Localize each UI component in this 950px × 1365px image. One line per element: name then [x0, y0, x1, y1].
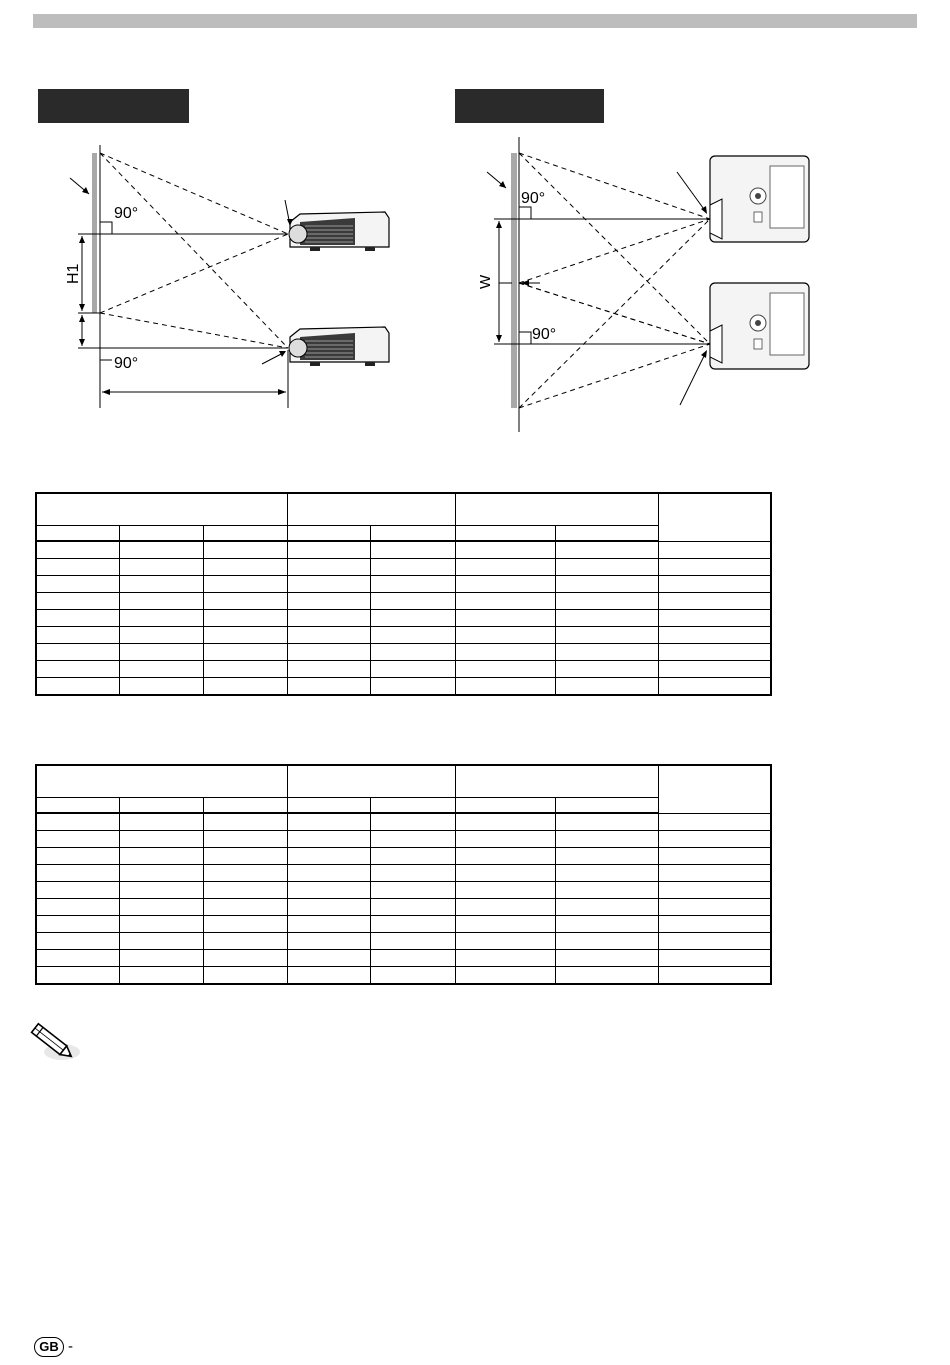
table-row — [36, 967, 771, 985]
table-row — [36, 541, 771, 559]
section-label-right — [455, 89, 604, 123]
table-row — [36, 627, 771, 644]
pencil-note-icon — [22, 1022, 82, 1064]
top-view-diagram — [460, 130, 860, 440]
header-bar — [33, 14, 917, 28]
table-row — [36, 678, 771, 696]
angle-label-top: 90° — [521, 190, 546, 207]
spec-table-2 — [35, 764, 772, 985]
pointer-arrow-lens-bottom — [680, 352, 706, 405]
side-view-diagram — [0, 130, 460, 440]
table-row — [36, 916, 771, 933]
angle-label-bottom: 90° — [532, 326, 557, 343]
table-row — [36, 661, 771, 678]
table-row — [36, 576, 771, 593]
table-row — [36, 644, 771, 661]
dimension-w: W — [477, 274, 494, 289]
section-label-left — [38, 89, 189, 123]
table-row — [36, 933, 771, 950]
screen — [92, 153, 97, 313]
page-number-separator: - — [68, 1338, 73, 1355]
screen — [511, 153, 517, 408]
spec-table-1 — [35, 492, 772, 696]
angle-label-top: 90° — [114, 205, 139, 222]
dimension-h1: H1 — [65, 263, 82, 284]
table-row — [36, 593, 771, 610]
table-row — [36, 882, 771, 899]
table-row — [36, 950, 771, 967]
projector-topview-icon-top — [710, 156, 809, 242]
table-row — [36, 865, 771, 882]
pointer-arrow-lens-top — [677, 172, 706, 212]
projector-icon-bottom — [289, 327, 389, 366]
angle-label-bottom: 90° — [114, 355, 139, 372]
projector-topview-icon-bottom — [710, 283, 809, 369]
table-row — [36, 848, 771, 865]
language-badge: GB — [34, 1337, 64, 1357]
table-row — [36, 610, 771, 627]
table-row — [36, 831, 771, 848]
projector-icon-top — [289, 212, 389, 251]
table-row — [36, 813, 771, 831]
table-row — [36, 559, 771, 576]
table-row — [36, 899, 771, 916]
